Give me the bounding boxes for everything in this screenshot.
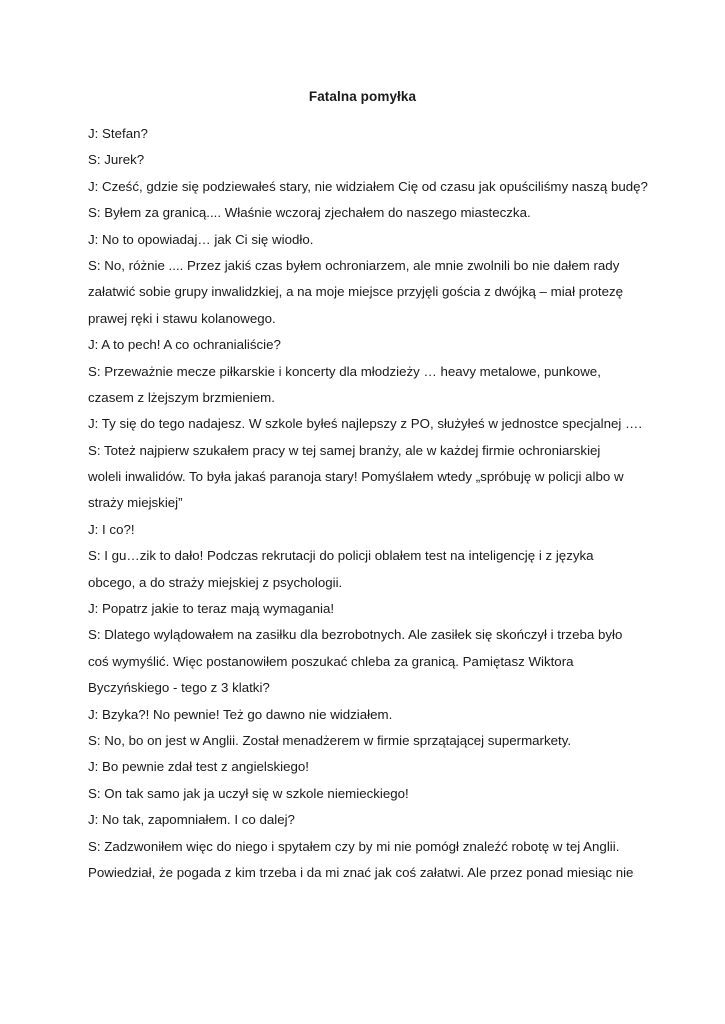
- dialogue-line: J: Stefan?: [88, 126, 148, 141]
- document-title: Fatalna pomyłka: [308, 89, 417, 104]
- dialogue-line: S: I gu…zik to dało! Podczas rekrutacji do policji oblałem test na inteligencję i z języka: [88, 548, 594, 564]
- dialogue-line: S: No, różnie .... Przez jakiś czas byłem ochroniarzem, ale mnie zwolnili bo nie dałem rady: [88, 257, 620, 273]
- dialogue-line: załatwić sobie grupy inwalidzkiej, a na moje miejsce przyjęli gościa z dwójką – miał protezę: [88, 284, 624, 300]
- dialogue-line: straży miejskiej”: [88, 495, 183, 511]
- dialogue-line: Powiedział, że pogada z kim trzeba i da mi znać jak coś załatwi. Ale przez ponad miesiąc nie: [88, 864, 634, 880]
- dialogue-line: S: Zadzwoniłem więc do niego i spytałem czy by mi nie pomógł znaleźć robotę w tej Anglii.: [88, 838, 620, 854]
- dialogue-line: J: Ty się do tego nadajesz. W szkole byłeś najlepszy z PO, służyłeś w jednostce specjalnej ….: [88, 416, 643, 432]
- dialogue-body: [88, 121, 648, 886]
- dialogue-line: J: No to opowiadaj… jak Ci się wiodło.: [88, 231, 314, 247]
- dialogue-line: J: Bzyka?! No pewnie! Też go dawno nie widziałem.: [88, 706, 393, 722]
- dialogue-line: prawej ręki i stawu kolanowego.: [88, 310, 276, 326]
- dialogue-line: S: On tak samo jak ja uczył się w szkole niemieckiego!: [88, 785, 409, 801]
- dialogue-line: obcego, a do straży miejskiej z psychologii.: [88, 574, 343, 590]
- dialogue-line: J: I co?!: [88, 521, 135, 537]
- dialogue-line: Byczyńskiego - tego z 3 klatki?: [88, 680, 270, 696]
- dialogue-line: J: No tak, zapomniałem. I co dalej?: [88, 812, 295, 828]
- dialogue-line: S: Byłem za granicą.... Właśnie wczoraj zjechałem do naszego miasteczka.: [88, 205, 531, 221]
- dialogue-line: S: Toteż najpierw szukałem pracy w tej samej branży, ale w każdej firmie ochroniarskiej: [88, 442, 601, 458]
- dialogue-line: S: Jurek?: [88, 152, 145, 168]
- dialogue-line: J: A to pech! A co ochranialiście?: [88, 337, 281, 353]
- dialogue-line: coś wymyślić. Więc postanowiłem poszukać chleba za granicą. Pamiętasz Wiktora: [88, 653, 574, 669]
- dialogue-line: S: Dlatego wylądowałem na zasiłku dla bezrobotnych. Ale zasiłek się skończył i trzeba było: [88, 627, 623, 643]
- dialogue-line: J: Cześć, gdzie się podziewałeś stary, nie widziałem Cię od czasu jak opuściliśmy naszą budę?: [88, 178, 648, 194]
- dialogue-line: J: Popatrz jakie to teraz mają wymagania!: [88, 601, 335, 617]
- dialogue-line: S: No, bo on jest w Anglii. Został menadżerem w firmie sprzątającej supermarkety.: [88, 732, 572, 748]
- dialogue-line: czasem z lżejszym brzmieniem.: [88, 389, 275, 405]
- dialogue-line: J: Bo pewnie zdał test z angielskiego!: [88, 759, 310, 775]
- dialogue-line: woleli inwalidów. To była jakaś paranoja stary! Pomyślałem wtedy „spróbuję w policji albo w: [88, 469, 624, 485]
- dialogue-line: S: Przeważnie mecze piłkarskie i koncerty dla młodzieży … heavy metalowe, punkowe,: [88, 363, 601, 379]
